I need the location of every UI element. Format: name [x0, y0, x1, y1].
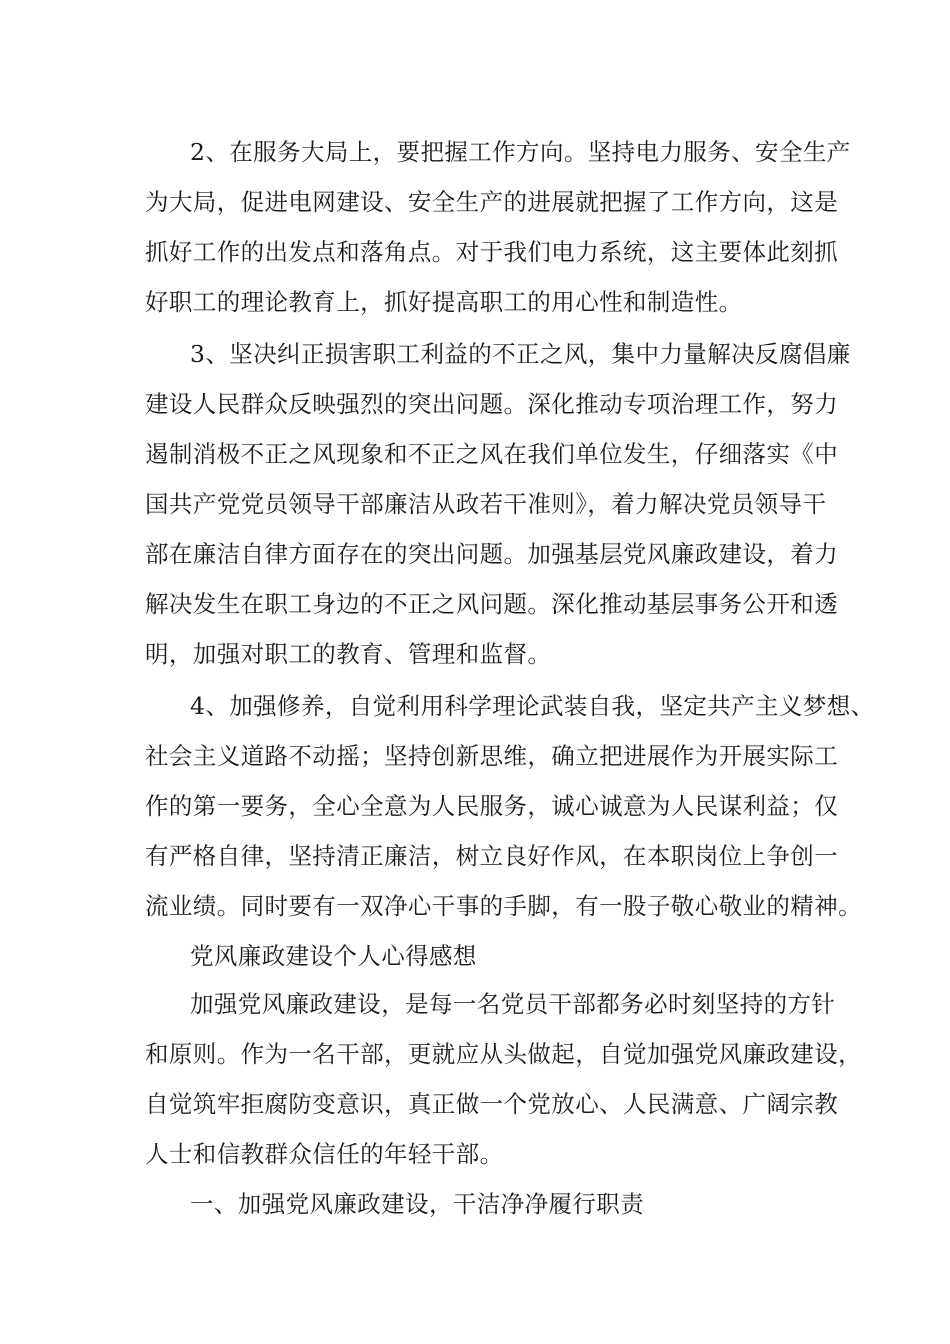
paragraph-4-line-2: 社会主义道路不动摇；坚持创新思维，确立把进展作为开展实际工 — [145, 742, 839, 770]
section-title: 党风廉政建设个人心得感想 — [190, 942, 477, 970]
paragraph-3-line-3: 遏制消极不正之风现象和不正之风在我们单位发生，仔细落实《中 — [145, 440, 839, 468]
paragraph-2-line-1: 2、在服务大局上，要把握工作方向。坚持电力服务、安全生产 — [190, 138, 851, 166]
paragraph-5-line-2: 和原则。作为一名干部，更就应从头做起，自觉加强党风廉政建设， — [145, 1040, 862, 1068]
paragraph-2-line-4: 好职工的理论教育上，抓好提高职工的用心性和制造性。 — [145, 288, 743, 316]
paragraph-5-line-4: 人士和信教群众信任的年轻干部。 — [145, 1140, 504, 1168]
subheading-1: 一、加强党风廉政建设，干洁净净履行职责 — [190, 1190, 645, 1218]
paragraph-3-line-7: 明，加强对职工的教育、管理和监督。 — [145, 640, 552, 668]
paragraph-2-line-2: 为大局，促进电网建设、安全生产的进展就把握了工作方向，这是 — [145, 188, 839, 216]
paragraph-3-line-1: 3、坚决纠正损害职工利益的不正之风，集中力量解决反腐倡廉 — [190, 340, 851, 368]
paragraph-4-line-5: 流业绩。同时要有一双净心干事的手脚，有一股子敬心敬业的精神。 — [145, 892, 862, 920]
paragraph-5-line-1: 加强党风廉政建设，是每一名党员干部都务必时刻坚持的方针 — [190, 990, 836, 1018]
paragraph-4-line-3: 作的第一要务，全心全意为人民服务，诚心诚意为人民谋利益；仅 — [145, 792, 839, 820]
paragraph-4-line-1: 4、加强修养，自觉利用科学理论武装自我，坚定共产主义梦想、 — [190, 692, 875, 720]
paragraph-3-line-2: 建设人民群众反映强烈的突出问题。深化推动专项治理工作，努力 — [145, 390, 839, 418]
paragraph-3-line-5: 部在廉洁自律方面存在的突出问题。加强基层党风廉政建设，着力 — [145, 540, 839, 568]
paragraph-5-line-3: 自觉筑牢拒腐防变意识，真正做一个党放心、人民满意、广阔宗教 — [145, 1090, 839, 1118]
paragraph-3-line-6: 解决发生在职工身边的不正之风问题。深化推动基层事务公开和透 — [145, 590, 839, 618]
paragraph-4-line-4: 有严格自律，坚持清正廉洁，树立良好作风，在本职岗位上争创一 — [145, 842, 839, 870]
paragraph-2-line-3: 抓好工作的出发点和落角点。对于我们电力系统，这主要体此刻抓 — [145, 238, 839, 266]
paragraph-3-line-4: 国共产党党员领导干部廉洁从政若干准则》，着力解决党员领导干 — [145, 490, 827, 518]
